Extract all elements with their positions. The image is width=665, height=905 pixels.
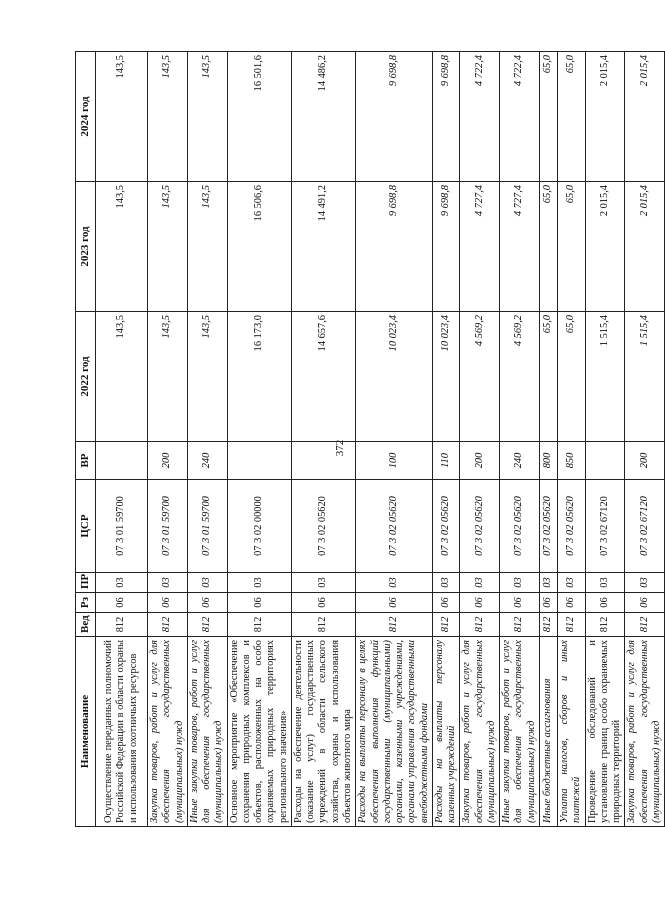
cell-y2023: 9 698,8: [356, 182, 433, 312]
cell-y2023: 4 727,4: [500, 182, 540, 312]
cell-y2022: 143,5: [187, 312, 227, 442]
cell-rz: 06: [585, 593, 625, 613]
cell-y2024: 4 722,4: [500, 52, 540, 182]
table-row: [432, 52, 460, 827]
cell-vr: [585, 442, 625, 480]
cell-vr: 200: [625, 442, 665, 480]
cell-rz: 06: [625, 593, 665, 613]
cell-vr: 240: [187, 442, 227, 480]
cell-y2023: 2 015,4: [625, 182, 665, 312]
cell-ved: 812: [187, 613, 227, 637]
column-header-y2023: 2023 год: [76, 182, 96, 312]
cell-ved: 812: [356, 613, 433, 637]
table-row: [500, 52, 540, 827]
cell-y2023: 65,0: [539, 182, 557, 312]
rotated-table-container: [75, 52, 662, 827]
table-body: [96, 52, 665, 827]
cell-y2023: 9 698,8: [432, 182, 460, 312]
cell-y2022: 1 515,4: [625, 312, 665, 442]
table-header: [76, 52, 96, 827]
cell-y2022: 16 173,0: [227, 312, 291, 442]
cell-pr: 03: [356, 573, 433, 593]
cell-pr: 03: [460, 573, 500, 593]
cell-y2024: 65,0: [539, 52, 557, 182]
cell-y2022: 10 023,4: [432, 312, 460, 442]
cell-name: Иные бюджетные ассигнования: [539, 637, 557, 827]
cell-rz: 06: [356, 593, 433, 613]
cell-y2024: 9 698,8: [432, 52, 460, 182]
cell-name: Основное мероприятие «Обеспечение сохранения природных комплексов и объектов, расположенных на особо охраняемых природных территориях регионального значения»: [227, 637, 291, 827]
cell-y2024: 143,5: [96, 52, 148, 182]
cell-name: Закупка товаров, работ и услуг для обеспечения государственных (муниципальных) нужд: [148, 637, 188, 827]
cell-name: Иные закупки товаров, работ и услуг для обеспечения государственных (муниципальных) нужд: [500, 637, 540, 827]
cell-ved: 812: [585, 613, 625, 637]
cell-pr: 03: [539, 573, 557, 593]
cell-y2024: 143,5: [187, 52, 227, 182]
cell-y2022: 4 569,2: [460, 312, 500, 442]
cell-vr: [227, 442, 291, 480]
table-row: [585, 52, 625, 827]
table-row: [356, 52, 433, 827]
cell-y2024: 2 015,4: [585, 52, 625, 182]
cell-rz: 06: [539, 593, 557, 613]
column-header-ved: Вед: [76, 613, 96, 637]
cell-y2024: 4 722,4: [460, 52, 500, 182]
table-row: [187, 52, 227, 827]
cell-pr: 03: [585, 573, 625, 593]
cell-vr: 200: [148, 442, 188, 480]
cell-csr: 07 3 01 59700: [96, 480, 148, 573]
cell-y2022: 14 657,6: [291, 312, 355, 442]
cell-ved: 812: [432, 613, 460, 637]
cell-ved: 812: [148, 613, 188, 637]
cell-y2022: 1 515,4: [585, 312, 625, 442]
cell-vr: 100: [356, 442, 433, 480]
cell-y2022: 4 569,2: [500, 312, 540, 442]
cell-pr: 03: [557, 573, 585, 593]
cell-csr: 07 3 02 05620: [356, 480, 433, 573]
cell-name: Закупка товаров, работ и услуг для обеспечения государственных (муниципальных) нужд: [625, 637, 665, 827]
cell-y2022: 65,0: [557, 312, 585, 442]
cell-y2022: 143,5: [96, 312, 148, 442]
cell-vr: 850: [557, 442, 585, 480]
cell-name: Осуществление переданных полномочий Российской Федерации в области охраны и использования охотничьих ресурсов: [96, 637, 148, 827]
cell-pr: 03: [432, 573, 460, 593]
table-row: [291, 52, 355, 827]
cell-name: Уплата налогов, сборов и иных платежей: [557, 637, 585, 827]
cell-csr: 07 3 02 05620: [460, 480, 500, 573]
cell-pr: 03: [148, 573, 188, 593]
cell-y2024: 65,0: [557, 52, 585, 182]
cell-rz: 06: [96, 593, 148, 613]
cell-pr: 03: [291, 573, 355, 593]
cell-name: Расходы на выплаты персоналу в целях обеспечения выполнения функций государственными (муниципальными) органами, казенными учреждениями, органами управления государственными внебюджетными фондами: [356, 637, 433, 827]
cell-name: Закупка товаров, работ и услуг для обеспечения государственных (муниципальных) нужд: [460, 637, 500, 827]
cell-ved: 812: [291, 613, 355, 637]
cell-pr: 03: [187, 573, 227, 593]
cell-rz: 06: [557, 593, 585, 613]
cell-csr: 07 3 02 05620: [539, 480, 557, 573]
cell-csr: 07 3 01 59700: [148, 480, 188, 573]
cell-y2024: 143,5: [148, 52, 188, 182]
cell-y2023: 65,0: [557, 182, 585, 312]
cell-vr: 800: [539, 442, 557, 480]
cell-csr: 07 3 02 05620: [291, 480, 355, 573]
cell-ved: 812: [500, 613, 540, 637]
cell-vr: [291, 442, 355, 480]
cell-y2023: 143,5: [96, 182, 148, 312]
cell-y2024: 9 698,8: [356, 52, 433, 182]
cell-csr: 07 3 02 00000: [227, 480, 291, 573]
cell-y2022: 143,5: [148, 312, 188, 442]
cell-rz: 06: [500, 593, 540, 613]
cell-name: Расходы на обеспечение деятельности (оказание услуг) государственных учреждений в области сельского хозяйства, охраны и использования объектов животного мира: [291, 637, 355, 827]
cell-ved: 812: [557, 613, 585, 637]
cell-name: Проведение обследований и установление границ особо охраняемых природных территорий: [585, 637, 625, 827]
table-row: [96, 52, 148, 827]
cell-y2024: 2 015,4: [625, 52, 665, 182]
cell-ved: 812: [227, 613, 291, 637]
cell-rz: 06: [148, 593, 188, 613]
cell-y2023: 143,5: [187, 182, 227, 312]
column-header-csr: ЦСР: [76, 480, 96, 573]
table-row: [227, 52, 291, 827]
cell-pr: 03: [500, 573, 540, 593]
cell-csr: 07 3 02 67120: [625, 480, 665, 573]
cell-rz: 06: [227, 593, 291, 613]
table-row: [460, 52, 500, 827]
cell-y2022: 10 023,4: [356, 312, 433, 442]
cell-y2022: 65,0: [539, 312, 557, 442]
cell-ved: 812: [460, 613, 500, 637]
column-header-y2022: 2022 год: [76, 312, 96, 442]
cell-y2023: 16 506,6: [227, 182, 291, 312]
budget-table: [75, 51, 665, 827]
cell-vr: 110: [432, 442, 460, 480]
cell-csr: 07 3 02 05620: [557, 480, 585, 573]
page-number: 372: [334, 439, 346, 457]
cell-pr: 03: [227, 573, 291, 593]
cell-csr: 07 3 02 05620: [500, 480, 540, 573]
column-header-name: Наименование: [76, 637, 96, 827]
column-header-vr: ВР: [76, 442, 96, 480]
cell-rz: 06: [187, 593, 227, 613]
cell-name: Иные закупки товаров, работ и услуг для обеспечения государственных (муниципальных) нужд: [187, 637, 227, 827]
column-header-pr: ПР: [76, 573, 96, 593]
cell-pr: 03: [625, 573, 665, 593]
column-header-rz: Рз: [76, 593, 96, 613]
cell-y2023: 2 015,4: [585, 182, 625, 312]
cell-name: Расходы на выплаты персоналу казенных учреждений: [432, 637, 460, 827]
table-row: [625, 52, 665, 827]
cell-csr: 07 3 01 59700: [187, 480, 227, 573]
cell-rz: 06: [291, 593, 355, 613]
cell-ved: 812: [96, 613, 148, 637]
cell-csr: 07 3 02 67120: [585, 480, 625, 573]
table-row: [539, 52, 557, 827]
cell-ved: 812: [539, 613, 557, 637]
cell-vr: [96, 442, 148, 480]
cell-y2024: 14 486,2: [291, 52, 355, 182]
cell-y2024: 16 501,6: [227, 52, 291, 182]
cell-ved: 812: [625, 613, 665, 637]
cell-pr: 03: [96, 573, 148, 593]
cell-vr: 240: [500, 442, 540, 480]
column-header-y2024: 2024 год: [76, 52, 96, 182]
cell-rz: 06: [432, 593, 460, 613]
cell-y2023: 4 727,4: [460, 182, 500, 312]
table-row: [148, 52, 188, 827]
cell-csr: 07 3 02 05620: [432, 480, 460, 573]
table-row: [557, 52, 585, 827]
cell-vr: 200: [460, 442, 500, 480]
cell-rz: 06: [460, 593, 500, 613]
cell-y2023: 14 491,2: [291, 182, 355, 312]
cell-y2023: 143,5: [148, 182, 188, 312]
